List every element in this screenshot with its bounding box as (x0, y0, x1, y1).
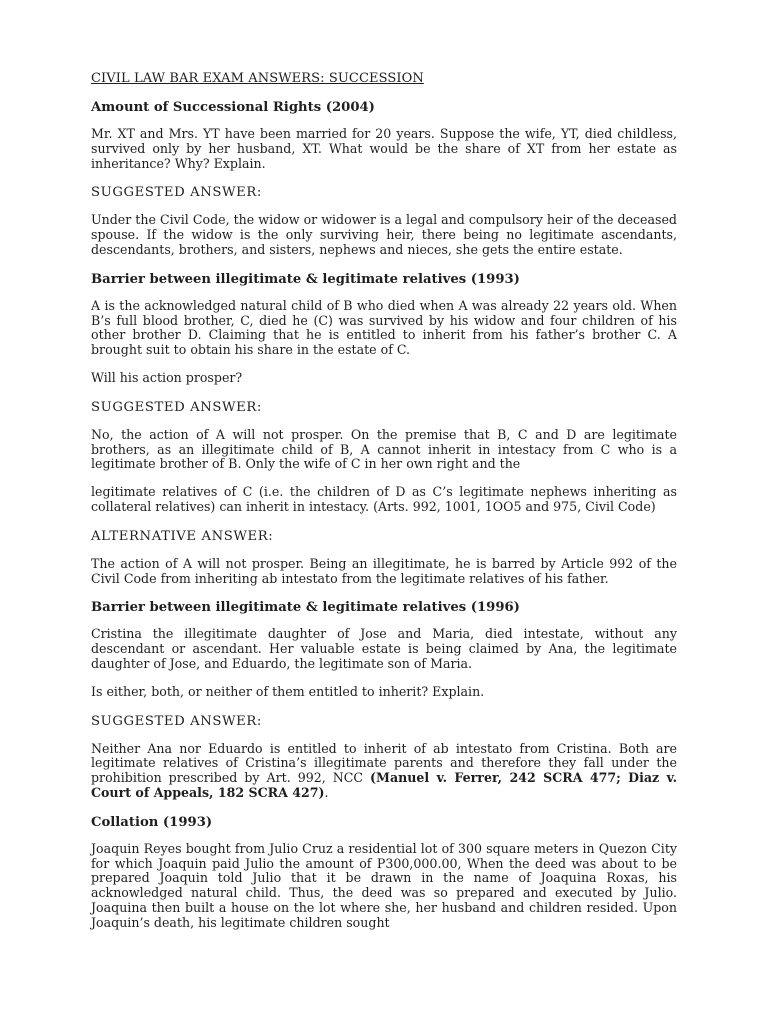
question-paragraph: Will his action prosper? (91, 369, 243, 385)
answer-paragraph-continued: legitimate relatives of C (i.e. the children of D as C’s legitimate nephews inheriting as collateral relatives) can inherit in intestacy. (Arts. 992, 1001, 1OO5 and 975, Civil Code) (91, 484, 677, 514)
section-heading-barrier-1993: Barrier between illegitimate & legitimate relatives (1993) (91, 271, 520, 287)
case-citation: (Manuel v. Ferrer, 242 SCRA 477; Diaz v. Court of Appeals, 182 SCRA 427) (91, 770, 677, 800)
section-heading-collation: Collation (1993) (91, 814, 213, 830)
alternative-answer-label: ALTERNATIVE ANSWER: (91, 528, 274, 544)
question-paragraph: A is the acknowledged natural child of B who died when A was already 22 years old. When B’s full blood brother, C, died he (C) was survived by his widow and four children of his other brother D. Claiming that he is entitled to inherit from his father’s brother C. A brought suit to obtain his share in the estate of C. (91, 297, 677, 358)
answer-text: Neither Ana nor Eduardo is entitled to inherit of ab intestato from Cristina. Both are legitimate relatives of Cristina’s illegitimate parents and therefore they fall under the prohibition prescribed by Art. 992, NCC (91, 740, 677, 786)
suggested-answer-label: SUGGESTED ANSWER: (91, 713, 262, 729)
question-paragraph: Is either, both, or neither of them entitled to inherit? Explain. (91, 683, 485, 699)
alternative-answer-paragraph: The action of A will not prosper. Being an illegitimate, he is barred by Article 992 of the Civil Code from inheriting ab intestato from the legitimate relatives of his father. (91, 555, 677, 586)
question-paragraph: Cristina the illegitimate daughter of Jose and Maria, died intestate, without any descendant or ascendant. Her valuable estate is being claimed by Ana, the legitimate daughter of Jose, and Eduardo, the legitimate son of Maria. (91, 626, 677, 671)
answer-end: . (324, 784, 329, 800)
suggested-answer-label: SUGGESTED ANSWER: (91, 185, 262, 201)
section-heading-successional-rights: Amount of Successional Rights (2004) (91, 100, 375, 115)
document-page (91, 70, 677, 944)
question-paragraph: Joaquin Reyes bought from Julio Cruz a residential lot of 300 square meters in Quezon City for which Joaquin paid Julio the amount of P300,000.00, When the deed was about to be prepared Joaquin told Julio that it be drawn in the name of Joaquina Roxas, his acknowledged natural child. Thus, the deed was so prepared and executed by Julio. Joaquina then built a house on the lot where she, her husband and children resided. Upon Joaquin’s death, his legitimate children sought (91, 840, 677, 930)
document-title: CIVIL LAW BAR EXAM ANSWERS: SUCCESSION (91, 71, 424, 86)
question-paragraph: Mr. XT and Mrs. YT have been married for 20 years. Suppose the wife, YT, died childless, survived only by her husband, XT. What would be the share of XT from her estate as inheritance? Why? Explain. (91, 126, 677, 171)
section-heading-barrier-1996: Barrier between illegitimate & legitimate relatives (1996) (91, 600, 520, 616)
answer-paragraph (91, 742, 677, 801)
answer-paragraph: No, the action of A will not prosper. On the premise that B, C and D are legitimate brothers, as an illegitimate child of B, A cannot inherit in intestacy from C who is a legitimate brother of B. Only the wife of C in her own right and the (91, 426, 677, 472)
answer-paragraph: Under the Civil Code, the widow or widower is a legal and compulsory heir of the deceased spouse. If the widow is the only surviving heir, there being no legitimate ascendants, descendants, brothers, and sisters, nephews and nieces, she gets the entire estate. (91, 212, 677, 257)
suggested-answer-label: SUGGESTED ANSWER: (91, 399, 262, 415)
